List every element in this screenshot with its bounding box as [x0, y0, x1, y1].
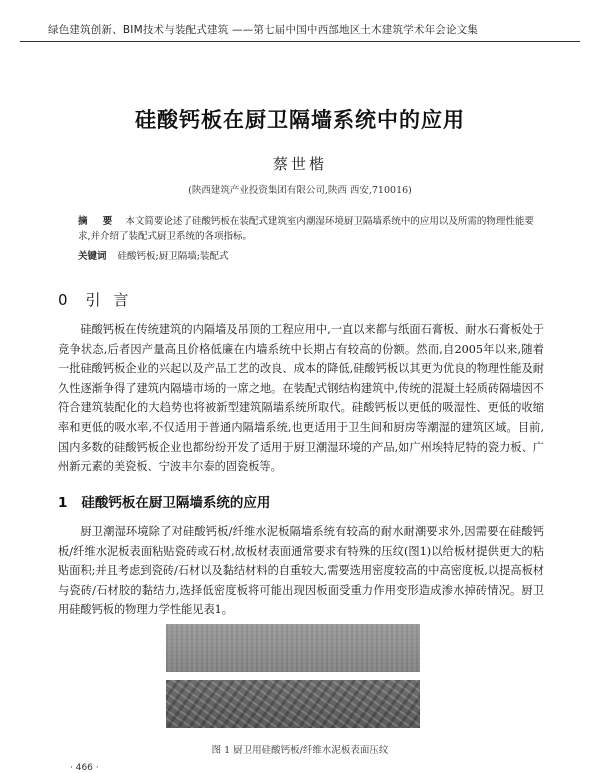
board-texture-photo-top [166, 624, 420, 672]
abstract-label: 摘 要 [78, 216, 119, 227]
section-heading-introduction [58, 289, 132, 310]
keywords-text: 硅酸钙板;厨卫隔墙;装配式 [117, 251, 229, 262]
figure-caption: 图 1 厨卫用硅酸钙板/纤维水泥板表面压纹 [211, 745, 389, 756]
paper-title: 硅酸钙板在厨卫隔墙系统中的应用 [135, 108, 465, 132]
section-paragraph-introduction: 硅酸钙板在传统建筑的内隔墙及吊顶的工程应用中,一直以来都与纸面石膏板、耐水石膏板处于竞争状态,后者因产量高且价格低廉在内墙系统中长期占有较高的份额。然而,自2005年以来,随着一批硅酸钙板企业的兴起以及产品工艺的改良、成本的降低,硅酸钙板以其更为优良的物理性能及耐久性逐渐争得了建筑内隔墙市场的一席之地。在装配式钢结构建筑中,传统的混凝土轻质砖隔墙因不符合建筑装配化的大趋势也将被新型建筑隔墙系统所取代。硅酸钙板以更低的吸湿性、更低的收缩率和更低的吸水率,不仅适用于普通内隔墙系统,也更适用于卫生间和厨房等潮湿的建筑区域。目前,国内多数的硅酸钙板企业也都纷纷开发了适用于厨卫潮湿环境的产品,如广州埃特尼特的瓷力板、广州新元素的美瓷板、宁波丰尔泰的固瓷板等。 [58, 323, 544, 474]
section-number: 1 [58, 495, 68, 511]
header-rule [20, 41, 580, 42]
abstract-text: 本文简要论述了硅酸钙板在装配式建筑室内潮湿环境厨卫隔墙系统中的应用以及所需的物理性能要求,并介绍了装配式厨卫系统的各项指标。 [78, 216, 534, 242]
section-number: 0 [58, 291, 72, 309]
abstract [78, 214, 544, 244]
section-heading-application [58, 491, 270, 511]
board-texture-photo-bottom [166, 680, 420, 728]
section-title: 引 言 [85, 291, 133, 309]
running-header: 绿色建筑创新、BIM技术与装配式建筑 ——第七届中国中西部地区土木建筑学术年会论文集 [48, 24, 479, 36]
section-title: 硅酸钙板在厨卫隔墙系统的应用 [81, 495, 271, 511]
page-number: · 466 · [70, 763, 99, 773]
author-affiliation: (陕西建筑产业投资集团有限公司,陕西 西安,710016) [188, 185, 412, 196]
keywords-label: 关键词 [78, 251, 107, 262]
author-name: 蔡世楷 [272, 155, 327, 173]
section-paragraph-application: 厨卫潮湿环境除了对硅酸钙板/纤维水泥板隔墙系统有较高的耐水耐潮要求外,因需要在硅酸钙板/纤维水泥板表面粘贴瓷砖或石材,故板材表面通常要求有特殊的压纹(图1)以给板材提供更大的粘贴面积;并且考虑到瓷砖/石材以及黏结材料的自重较大,需要选用密度较高的中高密度板,以提高板材与瓷砖/石材胶的黏结力,选择低密度板将可能出现因板面受重力作用变形造成渗水掉砖情况。厨卫用硅酸钙板的物理力学性能见表1。 [58, 525, 544, 617]
keywords [78, 249, 544, 264]
figure-board-texture [166, 624, 420, 732]
